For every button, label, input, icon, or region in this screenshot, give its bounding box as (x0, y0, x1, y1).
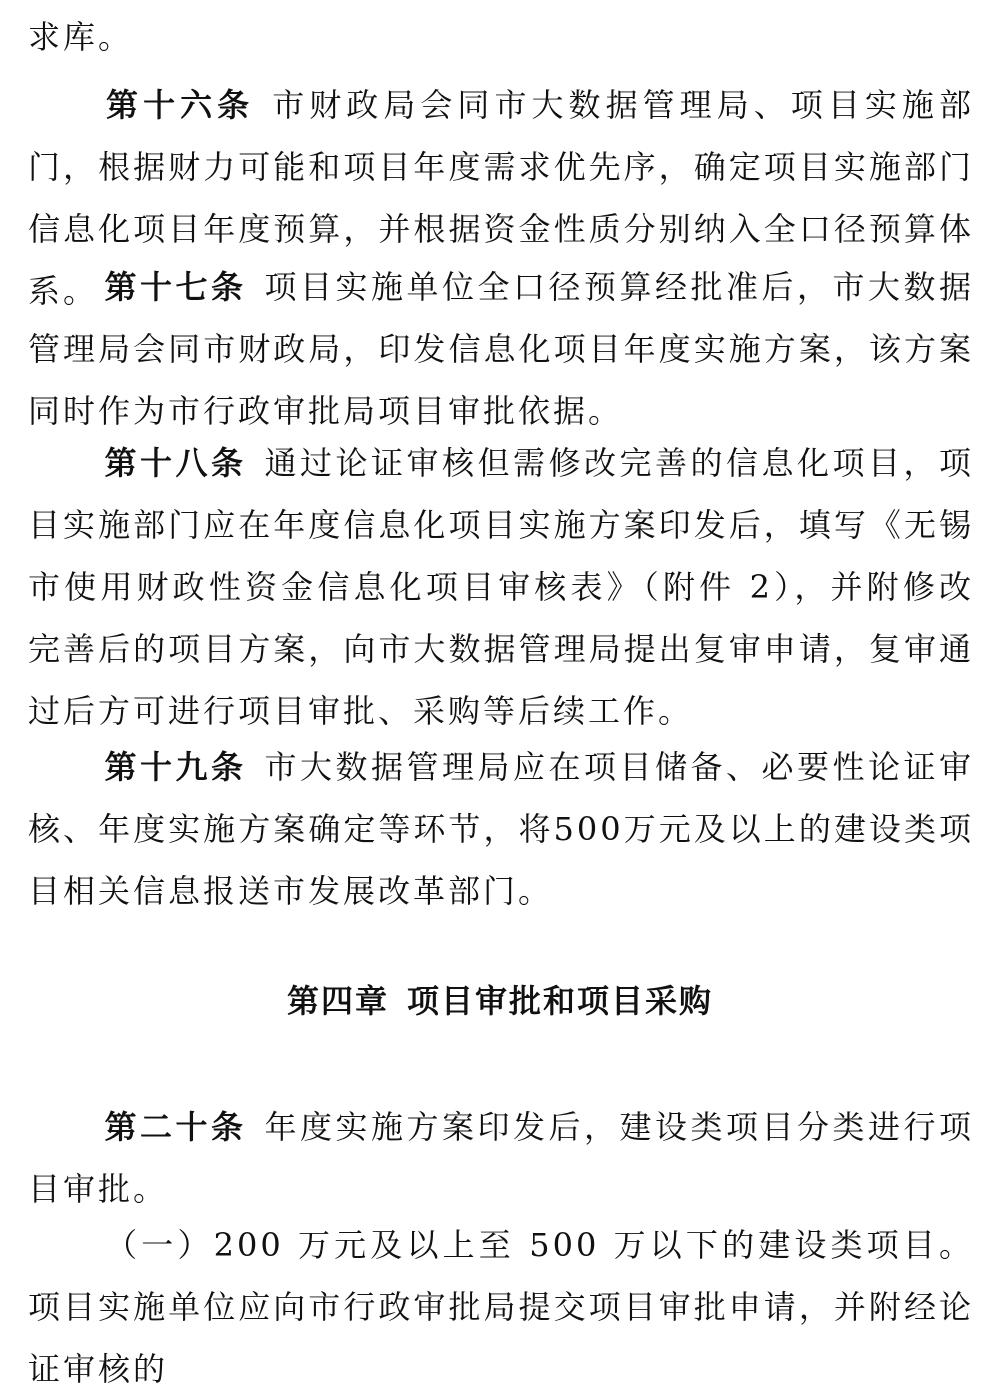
clause-1 (28, 1214, 974, 1400)
chapter-number: 第四章 (286, 982, 389, 1020)
article-19 (28, 736, 974, 922)
clause-text: （一）200 万元及以上至 500 万以下的建设类项目。项目实施单位应向市行政审批局提交项目审批申请，并附经论证审核的 (28, 1226, 974, 1388)
article-17 (28, 256, 974, 442)
article-18 (28, 432, 974, 742)
article-heading: 第十九条 (104, 748, 247, 786)
article-heading: 第二十条 (104, 1108, 247, 1146)
chapter-heading (0, 975, 1000, 1027)
article-text: 项目实施单位全口径预算经批准后，市大数据管理局会同市财政局，印发信息化项目年度实施方案，该方案同时作为市行政审批局项目审批依据。 (28, 268, 974, 430)
article-heading: 第十七条 (104, 268, 247, 306)
article-text: 年度实施方案印发后，建设类项目分类进行项目审批。 (28, 1108, 974, 1208)
chapter-title: 项目审批和项目采购 (407, 982, 714, 1020)
paragraph-text: 求库。 (28, 18, 134, 56)
article-heading: 第十六条 (104, 86, 255, 124)
article-text: 市财政局会同市大数据管理局、项目实施部门，根据财力可能和项目年度需求优先序，确定项目实施部门信息化项目年度预算，并根据资金性质分别纳入全口径预算体系。 (28, 86, 974, 310)
paragraph-continuation (28, 6, 974, 68)
article-text: 市大数据管理局应在项目储备、必要性论证审核、年度实施方案确定等环节，将500万元及以上的建设类项目相关信息报送市发展改革部门。 (28, 748, 974, 910)
article-text: 通过论证审核但需修改完善的信息化项目，项目实施部门应在年度信息化项目实施方案印发后，填写《无锡市使用财政性资金信息化项目审核表》（附件 2），并附修改完善后的项目方案，向市大数据管理局提出复审申请，复审通过后方可进行项目审批、采购等后续工作。 (28, 444, 974, 730)
article-20 (28, 1096, 974, 1220)
article-heading: 第十八条 (104, 444, 247, 482)
